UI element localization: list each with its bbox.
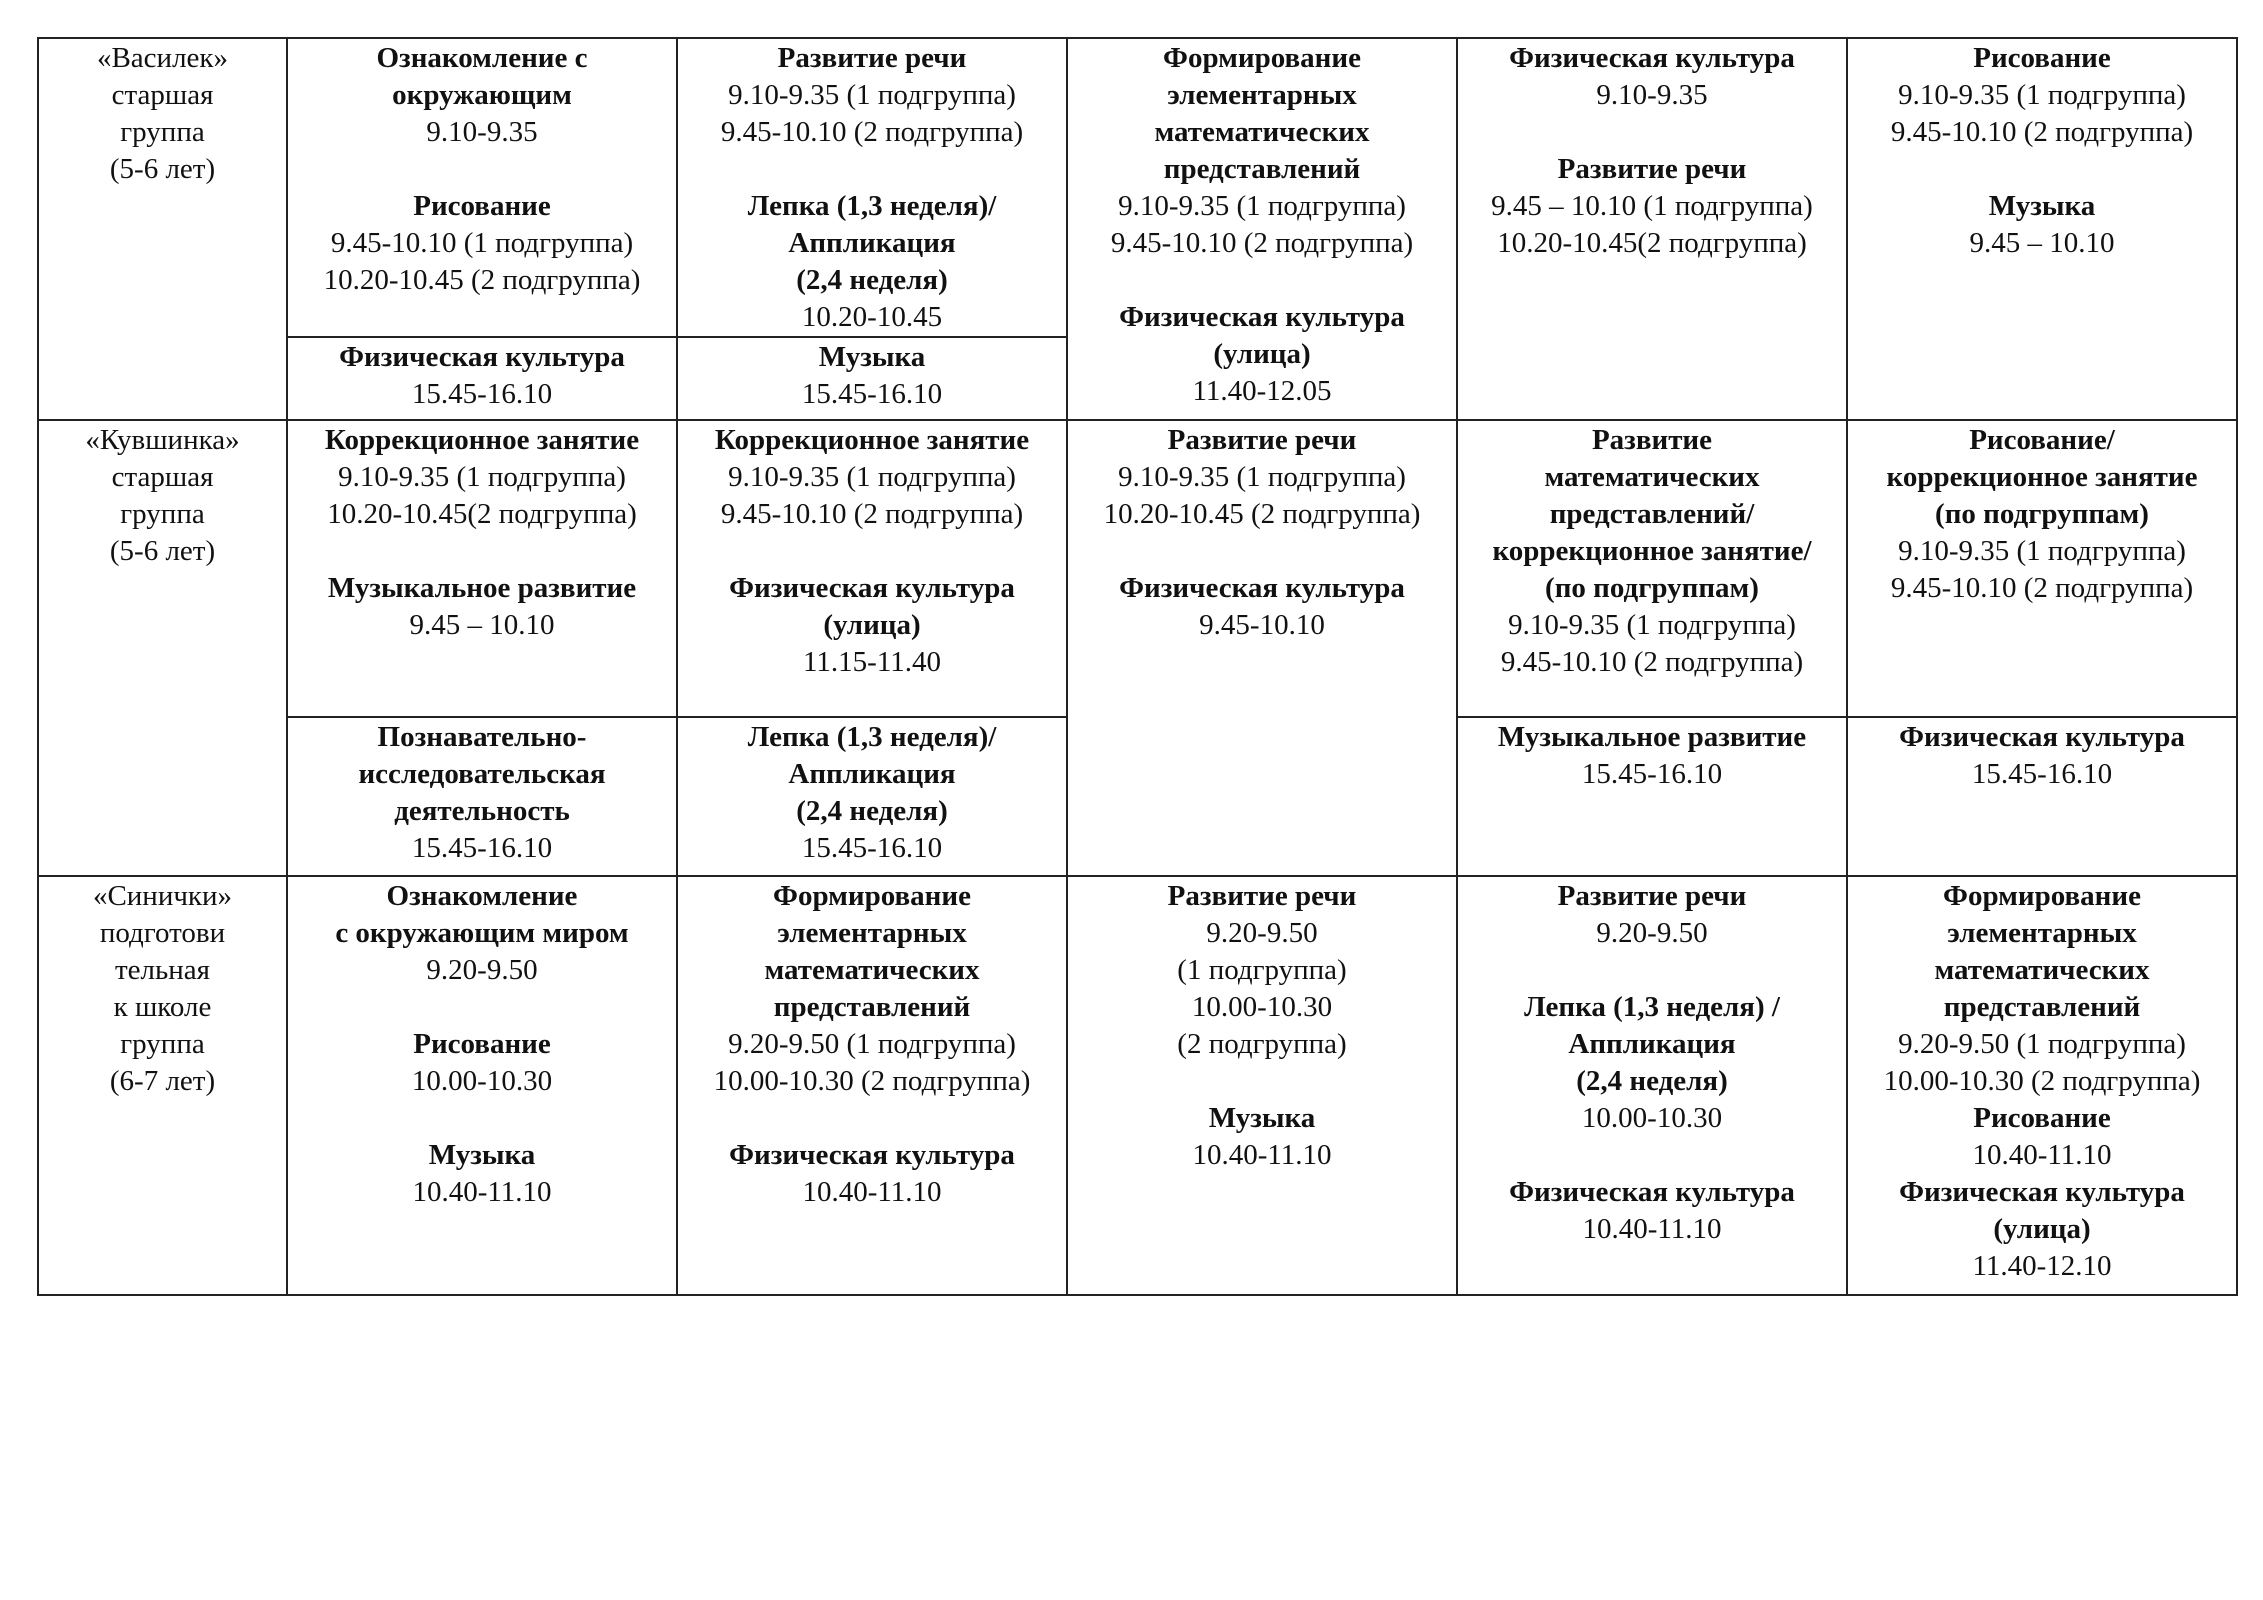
lesson-time: 10.40-11.10 bbox=[802, 1176, 942, 1208]
lesson-title: Познавательно- исследовательская деятельность bbox=[358, 721, 606, 827]
lesson-title: Рисование/ коррекционное занятие (по подгруппам) bbox=[1886, 424, 2198, 530]
lesson-time: 9.10-9.35 bbox=[426, 116, 538, 148]
thursday-pm-cell bbox=[1457, 717, 1847, 876]
friday-pm-cell bbox=[1847, 717, 2237, 876]
lesson-title: Музыка bbox=[1208, 1102, 1316, 1134]
schedule-table bbox=[37, 37, 2238, 1296]
lesson-time: 10.40-11.10 bbox=[1582, 1213, 1722, 1245]
lesson-title: Лепка (1,3 неделя)/ Аппликация (2,4 неделя) bbox=[747, 190, 997, 296]
lesson-time: 9.10-9.35 (1 подгруппа) 9.45-10.10 (2 подгруппа) bbox=[720, 79, 1024, 148]
thursday-cell bbox=[1457, 420, 1847, 717]
lesson-title: Формирование элементарных математических представлений bbox=[1154, 42, 1370, 185]
lesson-title: Физическая культура (улица) bbox=[1899, 1176, 2185, 1245]
lesson-time: 9.45 – 10.10 (1 подгруппа) 10.20-10.45(2 подгруппа) bbox=[1491, 190, 1813, 259]
lesson-title: Развитие речи bbox=[1557, 880, 1747, 912]
lesson-title: Развитие речи bbox=[1557, 153, 1747, 185]
lesson-title: Коррекционное занятие bbox=[324, 424, 640, 456]
lesson-title: Музыкальное развитие bbox=[1497, 721, 1807, 753]
lesson-title: Физическая культура bbox=[1509, 42, 1795, 74]
monday-pm-cell bbox=[287, 337, 677, 420]
lesson-title: Музыка bbox=[818, 341, 926, 373]
table-row bbox=[38, 38, 2237, 337]
lesson-time: 15.45-16.10 bbox=[411, 378, 553, 410]
lesson-time: 9.10-9.35 (1 подгруппа) 9.45-10.10 (2 подгруппа) bbox=[720, 461, 1024, 530]
lesson-title: Музыкальное развитие bbox=[327, 572, 637, 604]
lesson-time: 10.40-11.10 bbox=[1192, 1139, 1332, 1171]
lesson-time: 9.20-9.50 (1 подгруппа) 10.00-10.30 (2 подгруппа) bbox=[713, 1028, 1031, 1097]
tuesday-pm-cell bbox=[677, 337, 1067, 420]
lesson-title: Рисование bbox=[1973, 42, 2111, 74]
group-name-cell bbox=[38, 876, 287, 1295]
group-name-cell bbox=[38, 420, 287, 876]
tuesday-pm-cell bbox=[677, 717, 1067, 876]
group-name-cell bbox=[38, 38, 287, 420]
lesson-title: Развитие речи bbox=[777, 42, 967, 74]
wednesday-cell bbox=[1067, 876, 1457, 1295]
lesson-time: 9.45-10.10 bbox=[1199, 609, 1325, 641]
wednesday-cell bbox=[1067, 38, 1457, 420]
thursday-cell bbox=[1457, 38, 1847, 420]
lesson-title: Рисование bbox=[413, 190, 551, 222]
lesson-time: 15.45-16.10 bbox=[1971, 758, 2113, 790]
lesson-time: 9.20-9.50 (1 подгруппа) 10.00-10.30 (2 подгруппа) bbox=[1883, 1028, 2201, 1097]
lesson-title: Формирование элементарных математических представлений bbox=[1934, 880, 2150, 1023]
lesson-time: 9.45 – 10.10 bbox=[409, 609, 555, 641]
monday-pm-cell bbox=[287, 717, 677, 876]
lesson-title: Физическая культура bbox=[1509, 1176, 1795, 1208]
lesson-title: Ознакомление с окружающим миром bbox=[335, 880, 629, 949]
friday-cell bbox=[1847, 38, 2237, 420]
lesson-title: Развитие речи bbox=[1167, 424, 1357, 456]
group-name: «Кувшинка» старшая группа (5-6 лет) bbox=[85, 424, 240, 567]
lesson-time: 10.40-11.10 bbox=[412, 1176, 552, 1208]
lesson-title: Формирование элементарных математических представлений bbox=[764, 880, 980, 1023]
friday-cell bbox=[1847, 876, 2237, 1295]
lesson-time: 10.00-10.30 bbox=[1581, 1102, 1723, 1134]
tuesday-cell bbox=[677, 420, 1067, 717]
lesson-title: Музыка bbox=[1988, 190, 2096, 222]
lesson-time: 9.45-10.10 (1 подгруппа) 10.20-10.45 (2 подгруппа) bbox=[323, 227, 641, 296]
lesson-title: Рисование bbox=[413, 1028, 551, 1060]
lesson-title: Лепка (1,3 неделя)/ Аппликация (2,4 неделя) bbox=[747, 721, 997, 827]
lesson-time: 9.20-9.50 bbox=[426, 954, 538, 986]
lesson-title: Коррекционное занятие bbox=[714, 424, 1030, 456]
lesson-title: Музыка bbox=[428, 1139, 536, 1171]
lesson-time: 9.10-9.35 (1 подгруппа) 10.20-10.45 (2 подгруппа) bbox=[1103, 461, 1421, 530]
lesson-time: 9.10-9.35 (1 подгруппа) 10.20-10.45(2 подгруппа) bbox=[327, 461, 637, 530]
lesson-title: Физическая культура bbox=[1899, 721, 2185, 753]
lesson-time: 9.10-9.35 (1 подгруппа) 9.45-10.10 (2 подгруппа) bbox=[1500, 609, 1804, 678]
thursday-cell bbox=[1457, 876, 1847, 1295]
lesson-title: Физическая культура bbox=[1119, 572, 1405, 604]
lesson-time: 9.20-9.50 bbox=[1596, 917, 1708, 949]
lesson-title: Физическая культура (улица) bbox=[729, 572, 1015, 641]
table-row bbox=[38, 420, 2237, 717]
lesson-title: Развитие речи bbox=[1167, 880, 1357, 912]
lesson-time: 9.10-9.35 (1 подгруппа) 9.45-10.10 (2 подгруппа) bbox=[1890, 535, 2194, 604]
lesson-time: 15.45-16.10 bbox=[801, 832, 943, 864]
table-row bbox=[38, 876, 2237, 1295]
tuesday-cell bbox=[677, 38, 1067, 337]
lesson-time: 15.45-16.10 bbox=[1581, 758, 1723, 790]
monday-cell bbox=[287, 420, 677, 717]
lesson-title: Развитие математических представлений/ коррекционное занятие/ (по подгруппам) bbox=[1492, 424, 1812, 604]
lesson-title: Физическая культура bbox=[729, 1139, 1015, 1171]
tuesday-cell bbox=[677, 876, 1067, 1295]
lesson-time: 11.40-12.10 bbox=[1972, 1250, 2112, 1282]
lesson-time: 10.40-11.10 bbox=[1972, 1139, 2112, 1171]
lesson-title: Рисование bbox=[1973, 1102, 2111, 1134]
lesson-time: 9.10-9.35 (1 подгруппа) 9.45-10.10 (2 подгруппа) bbox=[1110, 190, 1414, 259]
lesson-time: 9.20-9.50 (1 подгруппа) 10.00-10.30 (2 подгруппа) bbox=[1177, 917, 1347, 1060]
lesson-time: 15.45-16.10 bbox=[801, 378, 943, 410]
lesson-time: 9.10-9.35 bbox=[1596, 79, 1708, 111]
wednesday-cell bbox=[1067, 420, 1457, 876]
monday-cell bbox=[287, 876, 677, 1295]
lesson-time: 15.45-16.10 bbox=[411, 832, 553, 864]
group-name: «Синички» подготови тельная к школе группа (6-7 лет) bbox=[92, 880, 233, 1097]
lesson-time: 10.00-10.30 bbox=[411, 1065, 553, 1097]
group-name: «Василек» старшая группа (5-6 лет) bbox=[96, 42, 229, 185]
lesson-time: 10.20-10.45 bbox=[801, 301, 943, 333]
lesson-time: 11.15-11.40 bbox=[802, 646, 941, 678]
lesson-title: Лепка (1,3 неделя) / Аппликация (2,4 неделя) bbox=[1524, 991, 1780, 1097]
lesson-time: 9.45 – 10.10 bbox=[1969, 227, 2115, 259]
lesson-time: 11.40-12.05 bbox=[1192, 375, 1332, 407]
monday-cell bbox=[287, 38, 677, 337]
friday-cell bbox=[1847, 420, 2237, 717]
lesson-title: Физическая культура bbox=[339, 341, 625, 373]
lesson-title: Ознакомление с окружающим bbox=[376, 42, 588, 111]
lesson-title: Физическая культура (улица) bbox=[1119, 301, 1405, 370]
lesson-time: 9.10-9.35 (1 подгруппа) 9.45-10.10 (2 подгруппа) bbox=[1890, 79, 2194, 148]
